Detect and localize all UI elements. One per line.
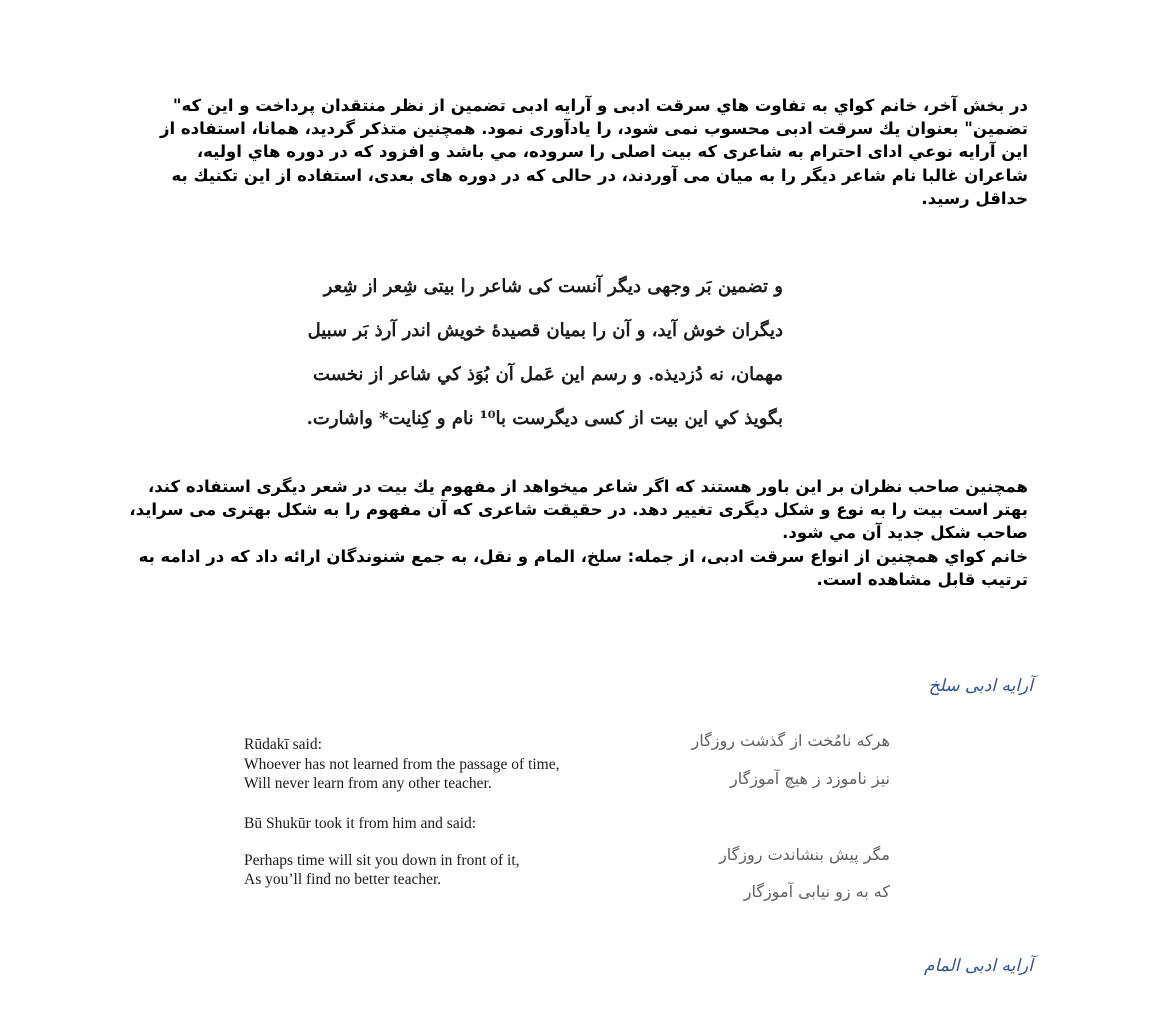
- quote-line-1: و تضمین بَر وجهی دیگر آنست کی شاعر را بیتی شِعر از شِعر: [323, 276, 783, 297]
- persian-verse-4: که به زو نیابی آموزگار: [743, 882, 890, 901]
- persian-verse-3: مگر پیش بنشاندت روزگار: [719, 845, 890, 864]
- persian-verse-2: نیز ناموزد ز هیچ آموزگار: [729, 769, 890, 788]
- rudaki-line-1: Whoever has not learned from the passage of time,: [244, 756, 560, 773]
- persian-verse-1: هرکه نامُخت از گذشت روزگار: [691, 731, 890, 750]
- bushukur-translation: [244, 851, 520, 889]
- bushukur-line-1: Perhaps time will sit you down in front of it,: [244, 852, 520, 869]
- opinion-section: [128, 475, 1028, 591]
- rudaki-label: Rūdakī said:: [244, 736, 322, 753]
- bushukur-line-2: As you’ll find no better teacher.: [244, 871, 442, 888]
- quote-line-2: دیگران خوش آید، و آن را بمیان قصیدهٔ خویش اندر آرذ بَر سبیل: [307, 320, 783, 341]
- intro-paragraph: در بخش آخر، خانم کواي به تفاوت هاي سرقت ادبی و آرایه ادبی تضمین از نظر منتقدان پرداخت و این که" تضمین" بعنوان يك سرقت ادبی محسوب نمی شود، را یادآوری نمود. همچنین متذکر گردید، همانا، استفاده از این آرایه نوعي ادای احترام به شاعری که بیت اصلی را سروده، مي باشد و افزود که در دوره هاي اولیه، شاعران غالبا نام شاعر دیگر را به میان می آوردند، در حالی که در دوره های بعدی، استفاده از این تکنیك به حداقل رسید.: [159, 96, 1028, 208]
- quoted-passage: [306, 265, 783, 441]
- quote-line-3: مهمان، نه دُزدیذه. و رسم این عَمل آن بُوَذ کي شاعر از نخست: [313, 364, 783, 385]
- rudaki-line-2: Will never learn from any other teacher.: [244, 775, 492, 792]
- types-paragraph: خانم کواي همچنین از انواع سرقت ادبی، از جمله: سلخ، المام و نقل، به جمع شنوندگان ارائه داد که در ادامه به ترتیب قابل مشاهده است.: [138, 546, 1028, 589]
- bushukur-label: Bū Shukūr took it from him and said:: [244, 815, 477, 832]
- heading-ilham: آرایه ادبی المام: [924, 956, 1033, 976]
- quote-line-4: بگویذ کي این بیت از کسی دیگرست با¹⁰ نام و کِنایت* واشارت.: [306, 408, 783, 429]
- rudaki-translation: [244, 755, 559, 793]
- heading-salkh: آرایه ادبی سلخ: [928, 676, 1033, 696]
- opinion-paragraph: همچنین صاحب نظران بر این باور هستند که اگر شاعر میخواهد از مفهوم يك بیت در شعر دیگری استفاده کند، بهتر است بیت را به نوع و شکل دیگری تغییر دهد. در حقیقت شاعری که آن مفهوم را به شکل بهتری می سراید، صاحب شکل جدید آن مي شود.: [129, 477, 1028, 543]
